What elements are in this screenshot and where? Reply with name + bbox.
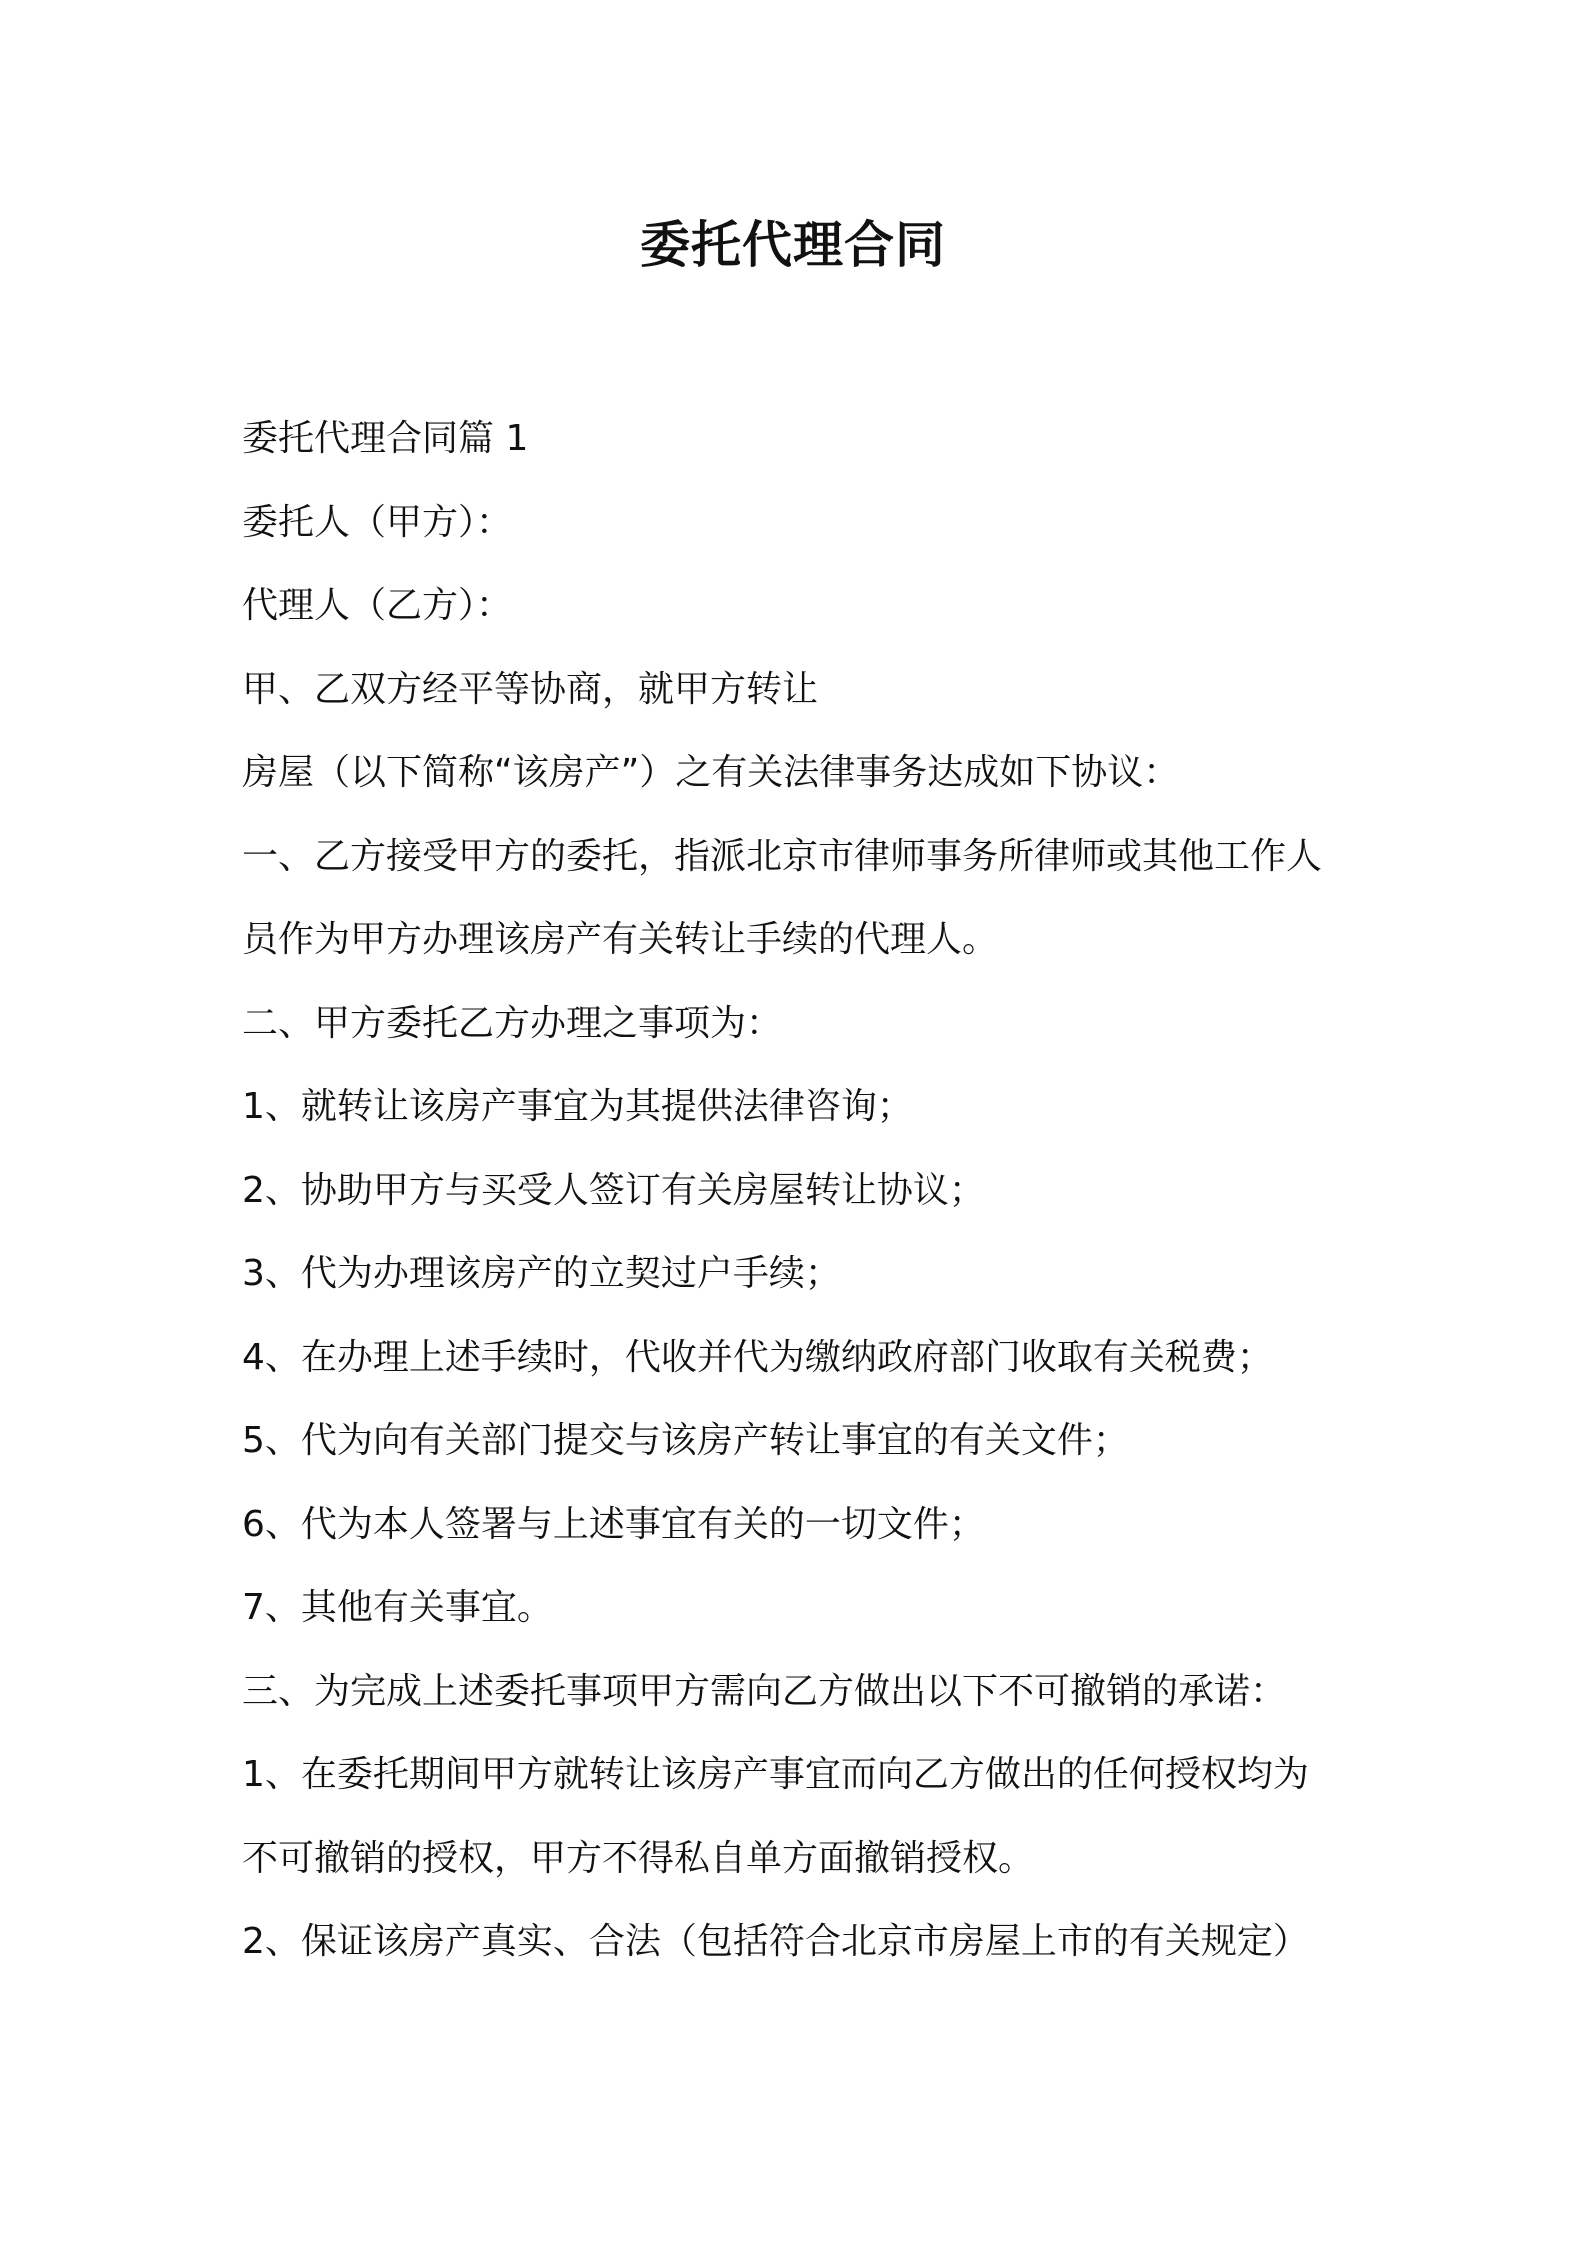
text-line-clause-1b: 员作为甲方办理该房产有关转让手续的代理人。: [242, 919, 999, 960]
text-line-promise-1b: 不可撤销的授权，甲方不得私自单方面撤销授权。: [242, 1837, 1035, 1879]
document-title: 委托代理合同: [640, 216, 946, 274]
text-line-principal: 委托人（甲方）：: [242, 501, 513, 543]
text-line-item-2: 2、协助甲方与买受人签订有关房屋转让协议；: [242, 1169, 985, 1211]
text-line-item-1: 1、就转让该房产事宜为其提供法律咨询；: [242, 1086, 913, 1127]
text-line-clause-2: 二、甲方委托乙方办理之事项为：: [242, 1002, 783, 1044]
text-line-title-part: 委托代理合同篇 1: [242, 418, 529, 459]
contract-body: [242, 397, 1352, 1984]
text-line-item-4: 4、在办理上述手续时，代收并代为缴纳政府部门收取有关税费；: [242, 1336, 1273, 1378]
text-line-item-6: 6、代为本人签署与上述事宜有关的一切文件；: [242, 1503, 985, 1545]
text-line-promise-1a: 1、在委托期间甲方就转让该房产事宜而向乙方做出的任何授权均为: [242, 1754, 1309, 1795]
text-line-clause-1a: 一、乙方接受甲方的委托，指派北京市律师事务所律师或其他工作人: [242, 835, 1323, 877]
text-line-item-5: 5、代为向有关部门提交与该房产转让事宜的有关文件；: [242, 1420, 1129, 1461]
text-line-item-7: 7、其他有关事宜。: [242, 1587, 553, 1628]
text-line-agent: 代理人（乙方）：: [242, 585, 513, 626]
text-line-item-3: 3、代为办理该房产的立契过户手续；: [242, 1253, 841, 1294]
text-line-intro-2: 房屋（以下简称“该房产”）之有关法律事务达成如下协议：: [242, 752, 1180, 793]
text-line-intro-1: 甲、乙双方经平等协商，就甲方转让: [242, 668, 819, 710]
text-line-clause-3: 三、为完成上述委托事项甲方需向乙方做出以下不可撤销的承诺：: [242, 1670, 1287, 1712]
text-line-promise-2: 2、保证该房产真实、合法（包括符合北京市房屋上市的有关规定）: [242, 1921, 1309, 1962]
